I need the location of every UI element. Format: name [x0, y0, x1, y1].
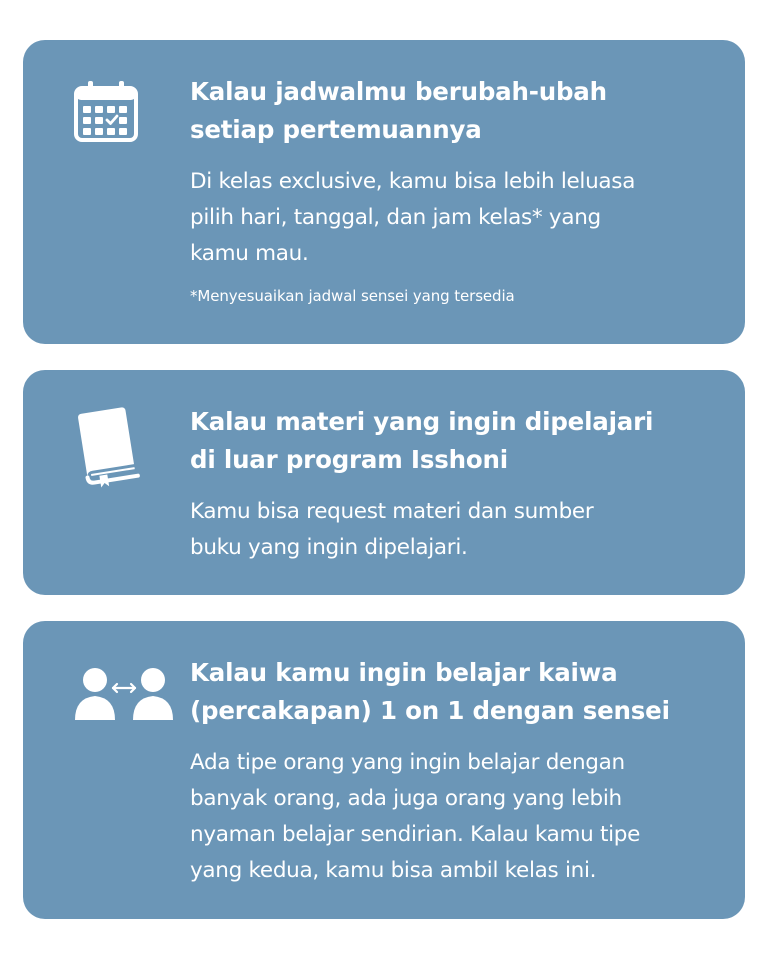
card-content	[190, 73, 725, 306]
two-people-exchange-icon	[73, 666, 175, 726]
card-description: Ada tipe orang yang ingin belajar dengan banyak orang, ada juga orang yang lebih nyaman belajar sendirian. Kalau kamu tipe yang kedua, kamu bisa ambil kelas ini.	[190, 750, 641, 883]
book-icon	[73, 406, 143, 492]
card-content	[190, 403, 725, 566]
card-description: Di kelas exclusive, kamu bisa lebih leluasa pilih hari, tanggal, dan jam kelas* yang kamu mau.	[190, 169, 636, 266]
calendar-icon	[73, 78, 139, 148]
feature-card-flexible-schedule	[23, 40, 745, 344]
card-content	[190, 654, 725, 889]
card-title: Kalau kamu ingin belajar kaiwa (percakapan) 1 on 1 dengan sensei	[190, 658, 670, 725]
card-title: Kalau materi yang ingin dipelajari di luar program Isshoni	[190, 407, 654, 474]
feature-card-private-kaiwa	[23, 621, 745, 919]
card-footnote: *Menyesuaikan jadwal sensei yang tersedia	[190, 287, 515, 305]
feature-card-custom-material	[23, 370, 745, 595]
card-title: Kalau jadwalmu berubah-ubah setiap pertemuannya	[190, 77, 607, 144]
card-description: Kamu bisa request materi dan sumber buku yang ingin dipelajari.	[190, 499, 594, 560]
